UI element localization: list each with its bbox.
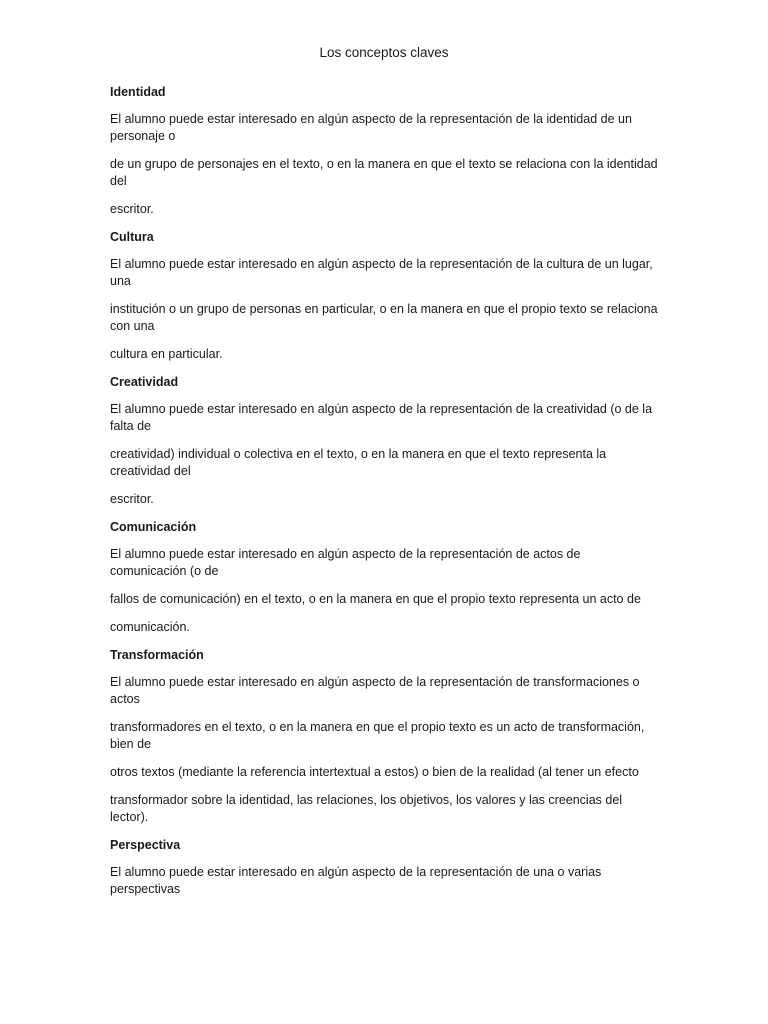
section-perspectiva <box>110 837 658 898</box>
section-heading: Cultura <box>110 230 154 244</box>
paragraph: El alumno puede estar interesado en algún aspecto de la representación de la identidad de un personaje o <box>110 112 632 143</box>
paragraph: institución o un grupo de personas en particular, o en la manera en que el propio texto se relaciona con una <box>110 302 658 333</box>
paragraph: transformadores en el texto, o en la manera en que el propio texto es un acto de transformación, bien de <box>110 720 645 751</box>
section-heading: Creatividad <box>110 375 179 389</box>
paragraph: fallos de comunicación) en el texto, o en la manera en que el propio texto representa un acto de <box>110 592 641 606</box>
document-title: Los conceptos claves <box>319 45 449 60</box>
section-heading: Comunicación <box>110 520 197 534</box>
section-heading: Identidad <box>110 85 166 99</box>
section-comunicacion <box>110 519 658 636</box>
paragraph: El alumno puede estar interesado en algún aspecto de la representación de una o varias perspectivas <box>110 865 602 896</box>
section-identidad <box>110 84 658 218</box>
paragraph: creatividad) individual o colectiva en el texto, o en la manera en que el texto representa la creatividad del <box>110 447 607 478</box>
paragraph: transformador sobre la identidad, las relaciones, los objetivos, los valores y las creencias del lector). <box>110 793 623 824</box>
section-cultura <box>110 229 658 363</box>
paragraph: El alumno puede estar interesado en algún aspecto de la representación de la creatividad (o de la falta de <box>110 402 653 433</box>
paragraph: cultura en particular. <box>110 347 223 361</box>
section-heading: Transformación <box>110 648 204 662</box>
section-heading: Perspectiva <box>110 838 181 852</box>
section-transformacion <box>110 647 658 826</box>
section-creatividad <box>110 374 658 508</box>
paragraph: de un grupo de personajes en el texto, o en la manera en que el texto se relaciona con la identidad del <box>110 157 658 188</box>
paragraph: escritor. <box>110 492 154 506</box>
paragraph: comunicación. <box>110 620 190 634</box>
paragraph: otros textos (mediante la referencia intertextual a estos) o bien de la realidad (al tener un efecto <box>110 765 639 779</box>
paragraph: El alumno puede estar interesado en algún aspecto de la representación de actos de comunicación (o de <box>110 547 581 578</box>
paragraph: escritor. <box>110 202 154 216</box>
paragraph: El alumno puede estar interesado en algún aspecto de la representación de transformaciones o actos <box>110 675 640 706</box>
paragraph: El alumno puede estar interesado en algún aspecto de la representación de la cultura de un lugar, una <box>110 257 653 288</box>
